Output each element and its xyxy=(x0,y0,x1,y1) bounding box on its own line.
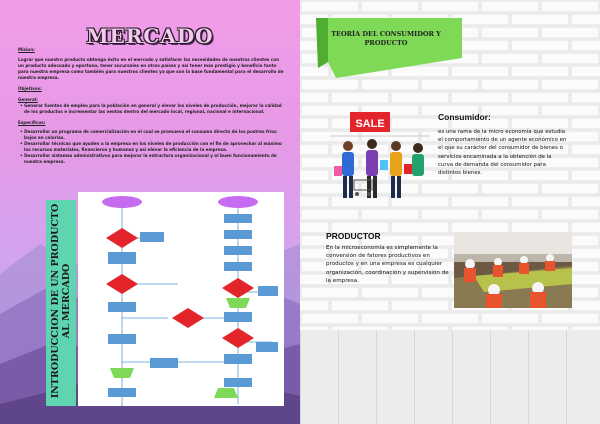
especifico-item-1: Desarrollar un programa de comercialización en el cual se promueva el consumo directo de los postres fríos bajos en calorías. xyxy=(24,130,277,141)
right-page xyxy=(300,0,600,424)
flowchart-image xyxy=(78,192,284,406)
especifico-item-3: Desarrollar sistemas administrativos para mejorar la estructura organizacional y el buen funcionamiento de nuestra empresa. xyxy=(24,154,277,165)
consumidor-heading: Consumidor: xyxy=(438,112,491,122)
sale-sign-text: SALE xyxy=(355,118,385,130)
title-ribbon xyxy=(316,18,462,78)
vertical-banner xyxy=(46,200,76,406)
productor-text: En la microeconomía es simplemente la conversión de fatores productivos en productos y en una empresa es cualquier organización, coordinación y supervisión de la empresa. xyxy=(326,245,449,284)
mision-section: Mision: Lograr que nuestro producto obtenga éxito en el mercado y satisfacer las necesidades de nuestros clientes con un producto adecuado y oportuno, tener sucursales en otros países y así tener más prestigio y beneficio tanto para nuestra empresa como también para nuestros clientes ya que son la base fundamental para el desarrollo de nuestra empresa. Objetivos: General: • Generar fuentes de empleo para la población en general y elevar los niveles de producción, mejorar la calidad de los productos e incrementar las ventas dentro del mercado local, regional, nacional e internacional. Específicos: • Desarrollar un programa de comercialización en el cual se promueva el consumo directo de los postres fríos bajos en calorías. • Desarrollar técnicas que ayuden a la empresa en los niveles de producción con el fin de aprovechar al máximo los recursos materiales, financieros y humanos y así elevar la eficiencia de la empresa. • Desarrollar sistemas administrativos para mejorar la estructura organizacional y el buen funcionamiento de nuestra empresa. xyxy=(18,48,284,165)
factory-workers-photo xyxy=(454,232,572,308)
general-text: Generar fuentes de empleo para la población en general y elevar los niveles de producción, mejorar la calidad de los productos e incrementar las ventas dentro del mercado local, regional, nacional e internacional. xyxy=(24,104,282,115)
ribbon-title: TEORÍA DEL CONSUMIDOR Y PRODUCTO xyxy=(331,30,441,47)
consumidor-text: es una rama de la micro economía que estudia el comportamiento de un agente económico en el que su carácter del consumidor de bienes o servicios encaminada a la obtención de la curva de demanda del consumidor para distintos bienes. xyxy=(438,129,567,177)
objetivos-heading: Objetivos: xyxy=(18,87,42,92)
productor-heading: PRODUCTOR xyxy=(326,231,381,241)
vertical-banner-text: INTRODUCCION DE UN PRODUCTO AL MERCADO xyxy=(50,203,72,399)
shopping-illustration xyxy=(330,110,430,206)
mision-text: Lograr que nuestro producto obtenga éxito en el mercado y satisfacer las necesidades de nuestros clientes con un producto adecuado y oportuno, tener sucursales en otros países y así tener más prestigio y beneficio tanto para nuestra empresa como también para nuestros clientes ya que son la base fundamental para el desarrollo de nuestra empresa. xyxy=(18,58,284,81)
wooden-floor xyxy=(300,330,600,424)
especificos-heading: Específicos: xyxy=(18,121,46,126)
especifico-item-2: Desarrollar técnicas que ayuden a la empresa en los niveles de producción con el fin de aprovechar al máximo los recursos materiales, financieros y humanos y así elevar la eficiencia de la empresa. xyxy=(24,142,282,153)
mision-heading: Mision: xyxy=(18,48,35,53)
general-heading: General: xyxy=(18,98,38,103)
page-title: MERCADO xyxy=(86,24,214,48)
